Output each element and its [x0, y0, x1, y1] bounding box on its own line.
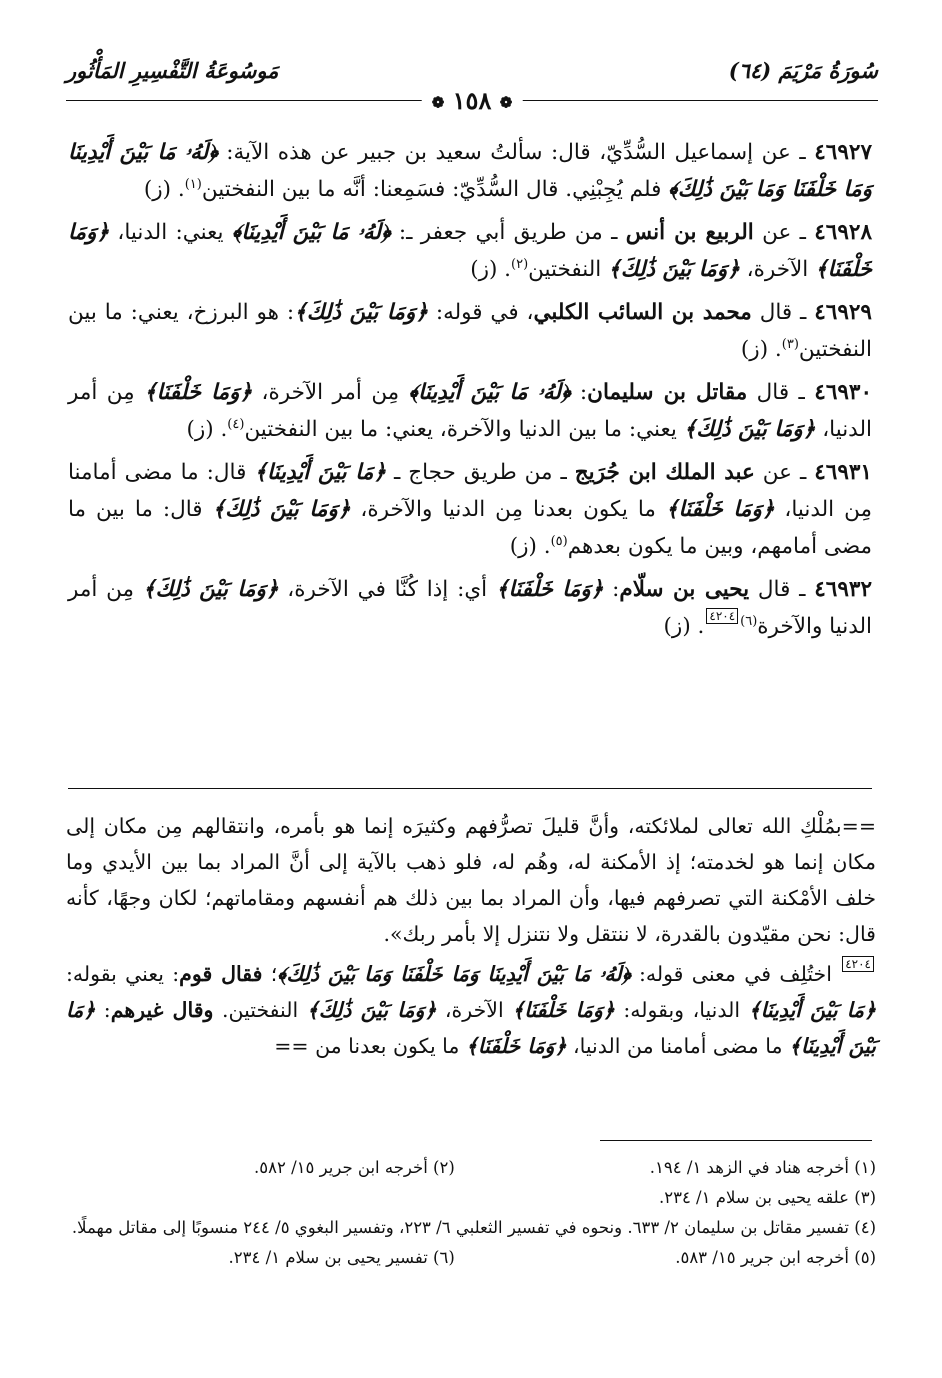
entry-46931 — [68, 454, 872, 565]
page-number: ١٥٨ — [452, 86, 492, 115]
commentary-separator — [68, 788, 872, 789]
quran-quote: ﴿لَهُۥ مَا بَيْنَ أَيْدِينَا وَمَا خَلْفَنَا وَمَا بَيْنَ ذَٰلِكَ﴾ — [277, 962, 631, 986]
quran-quote: ﴿وَمَا خَلْفَنَا﴾ — [465, 1034, 567, 1058]
narrator-name: الربيع بن أنس — [625, 220, 754, 245]
continuation-mark: == — [274, 1034, 309, 1058]
quran-quote: ﴿وَمَا خَلْفَنَا﴾ — [68, 220, 872, 282]
commentary — [66, 808, 876, 1068]
entry-text: ـ من طريق أبي جعفر ـ: — [390, 220, 626, 245]
footnote-6: (٦) تفسير يحيى بن سلام ١/ ٢٣٤. — [228, 1248, 455, 1267]
entry-46930 — [68, 374, 872, 448]
narrator-name: يحيى بن سلّام — [619, 577, 750, 602]
footnotes — [66, 1153, 876, 1273]
footnote-row — [66, 1243, 876, 1273]
commentary-text: النفختين. — [213, 998, 307, 1022]
entry-text: ـ قال — [747, 380, 815, 405]
commentary-text: الآخرة، — [436, 998, 513, 1022]
entry-text: : — [570, 380, 588, 405]
entry-text: . (ز) — [509, 534, 551, 559]
footnote-5: (٥) أخرجه ابن جرير ١٥/ ٥٨٣. — [675, 1248, 876, 1267]
quran-quote: ﴿وَمَا بَيْنَ ذَٰلِكَ﴾ — [294, 300, 428, 325]
commentary-text: ؛ — [262, 962, 278, 986]
entry-text: ـ من طريق حجاج ـ — [385, 460, 575, 485]
entry-text: يعني: الدنيا، — [109, 220, 232, 245]
footnote-2: (٢) أخرجه ابن جرير ١٥/ ٥٨٢. — [254, 1158, 455, 1177]
entry-text: يعني: ما بين الدنيا والآخرة، يعني: ما بين النفختين — [244, 417, 684, 442]
commentary-text: اختُلِف في معنى قوله: — [630, 962, 841, 986]
entry-46932 — [68, 571, 872, 645]
footnote-ref[interactable]: (١) — [184, 176, 202, 192]
entry-46929 — [68, 294, 872, 368]
footnote-ref[interactable]: (٥) — [550, 533, 568, 549]
quran-quote: ﴿وَمَا خَلْفَنَا﴾ — [144, 380, 253, 405]
entry-text: ـ قال — [749, 577, 815, 602]
quran-quote: ﴿وَمَا خَلْفَنَا﴾ — [495, 577, 604, 602]
narrator-name: عبد الملك ابن جُرَيج — [574, 460, 755, 485]
opinion-label: وقال غيرهم — [110, 998, 214, 1022]
footnote-ref[interactable]: (٢) — [511, 256, 529, 272]
commentary-text: الدنيا، وبقوله: — [614, 998, 749, 1022]
entry-text: مِن أمر الآخرة، — [252, 380, 409, 405]
commentary-text: ما يكون بعدنا من — [308, 1034, 466, 1058]
footnote-ref[interactable]: (٣) — [781, 336, 799, 352]
commentary-text: ما مضى أمامنا من الدنيا، — [566, 1034, 790, 1058]
footnote-1: (١) أخرجه هناد في الزهد ١/ ١٩٤. — [649, 1158, 876, 1177]
quran-quote: ﴿وَمَا خَلْفَنَا﴾ — [665, 497, 775, 522]
entry-number: ٤٦٩٢٩ — [814, 300, 872, 325]
commentary-ref-box[interactable]: ٤٢٠٤ — [706, 608, 738, 624]
entry-text: . (ز) — [143, 177, 185, 202]
quran-quote: ﴿وَمَا بَيْنَ ذَٰلِكَ﴾ — [683, 417, 816, 442]
footnotes-separator — [600, 1140, 872, 1141]
surah-title: سُورَةُ مَرْيَمَ (٦٤) — [728, 58, 878, 83]
commentary-text: : يعني بقوله: — [66, 962, 180, 986]
entry-number: ٤٦٩٢٧ — [814, 140, 872, 165]
entry-text: ، في قوله: — [427, 300, 534, 325]
entry-text: . (ز) — [186, 417, 228, 442]
continuation-mark: == — [841, 814, 876, 838]
entry-text: . (ز) — [740, 337, 782, 362]
quran-quote: ﴿مَا بَيْنَ أَيْدِينَا﴾ — [748, 998, 876, 1022]
entry-number: ٤٦٩٣١ — [814, 460, 872, 485]
page-number-group — [422, 86, 523, 115]
entry-text: فلم يُجِبْنِي. قال السُّدِّيّ: فسَمِعنا: أنَّه ما بين النفختين — [201, 177, 669, 202]
quran-quote: ﴿لَهُۥ مَا بَيْنَ أَيْدِينَا وَمَا خَلْفَنَا وَمَا بَيْنَ ذَٰلِكَ﴾ — [68, 140, 872, 202]
quran-quote: ﴿وَمَا بَيْنَ ذَٰلِكَ﴾ — [306, 998, 437, 1022]
page-header — [66, 58, 878, 115]
narrations — [68, 134, 872, 651]
narrator-name: محمد بن السائب الكلبي — [533, 300, 752, 325]
commentary-paragraph — [66, 808, 876, 952]
entry-text: ـ عن إسماعيل السُّدِّيّ، قال: سألتُ سعيد بن جبير عن هذه الآية: — [217, 140, 815, 165]
entry-text: ـ عن — [754, 460, 815, 485]
ornament-right-icon: ❁ — [499, 93, 513, 112]
footnote-ref[interactable]: (٦) — [740, 613, 758, 629]
footnote-ref[interactable]: (٤) — [227, 416, 245, 432]
entry-text: مِن أمر الدنيا، — [68, 380, 872, 442]
entry-text: الآخرة، — [739, 257, 816, 282]
quran-quote: ﴿وَمَا بَيْنَ ذَٰلِكَ﴾ — [142, 577, 279, 602]
entry-text: ما يكون بعدنا مِن الدنيا والآخرة، — [350, 497, 666, 522]
entry-text: النفختين — [528, 257, 609, 282]
commentary-text: بمُلْكِ الله تعالى لملائكته، وأنَّ قليلَ تصرُّفهم وكثيرَه إنما هو بأمره، وانتقالهم مِن مكان إلى مكان إنما هو لخدمته؛ إذ الأمكنة له، وهُم له، فلو ذهب بالآية إلى أنَّ المراد بما بين الأيدي وما خلف الأمْكنة التي تصرفهم فيها، وأن المراد بما بين ذلك هم أنفسهم ومقاماتهم؛ لكان وجهًا، كأنه قال: نحن مقيّدون بالقدرة، لا ننتقل ولا نتنزل إلا بأمر ربك». — [66, 814, 876, 946]
quran-quote: ﴿مَا بَيْنَ أَيْدِينَا﴾ — [66, 998, 876, 1058]
entry-number: ٤٦٩٣٢ — [814, 577, 872, 602]
footnote-4: (٤) تفسير مقاتل بن سليمان ٢/ ٦٣٣. ونحوه في تفسير الثعلبي ٦/ ٢٢٣، وتفسير البغوي ٥/ ٢٤٤ منسوبًا إلى مقاتل مهملًا. — [71, 1218, 876, 1237]
entry-text: ـ عن — [753, 220, 815, 245]
entry-number: ٤٦٩٣٠ — [814, 380, 873, 405]
entry-text: قال: ما مضى أمامنا مِن الدنيا، — [68, 460, 872, 522]
quran-quote: ﴿لَهُۥ مَا بَيْنَ أَيْدِينَا﴾ — [231, 220, 391, 245]
entry-text: . (ز) — [470, 257, 512, 282]
entry-text: . (ز) — [663, 614, 705, 639]
opinion-label: فقال قوم — [179, 962, 263, 986]
footnote-3: (٣) علقه يحيى بن سلام ١/ ٢٣٤. — [658, 1188, 876, 1207]
entry-text: مِن أمر الدنيا والآخرة — [68, 577, 872, 639]
book-title: مَوسُوعَةُ التَّفْسِيرِ المَأْثُور — [66, 58, 279, 83]
entry-text: : — [603, 577, 620, 602]
entry-text: ـ قال — [751, 300, 815, 325]
entry-46927 — [68, 134, 872, 208]
commentary-paragraph — [66, 956, 876, 1064]
quran-quote: ﴿وَمَا خَلْفَنَا﴾ — [512, 998, 615, 1022]
entry-text: أي: إذا كُنَّا في الآخرة، — [278, 577, 496, 602]
footnote-row — [66, 1153, 876, 1183]
commentary-number-box: ٤٢٠٤ — [842, 956, 874, 972]
quran-quote: ﴿وَمَا بَيْنَ ذَٰلِكَ﴾ — [608, 257, 740, 282]
entry-number: ٤٦٩٢٨ — [814, 220, 872, 245]
quran-quote: ﴿وَمَا بَيْنَ ذَٰلِكَ﴾ — [212, 497, 351, 522]
entry-text: : هو البرزخ، يعني: ما بين النفختين — [68, 300, 872, 362]
narrator-name: مقاتل بن سليمان — [587, 380, 748, 405]
entry-46928 — [68, 214, 872, 288]
quran-quote: ﴿لَهُۥ مَا بَيْنَ أَيْدِينَا﴾ — [408, 380, 571, 405]
entry-text: قال: ما بين ما مضى أمامهم، وبين ما يكون بعدهم — [68, 497, 872, 559]
commentary-text: : — [95, 998, 111, 1022]
ornament-left-icon: ❁ — [431, 93, 445, 112]
quran-quote: ﴿مَا بَيْنَ أَيْدِينَا﴾ — [254, 460, 386, 485]
